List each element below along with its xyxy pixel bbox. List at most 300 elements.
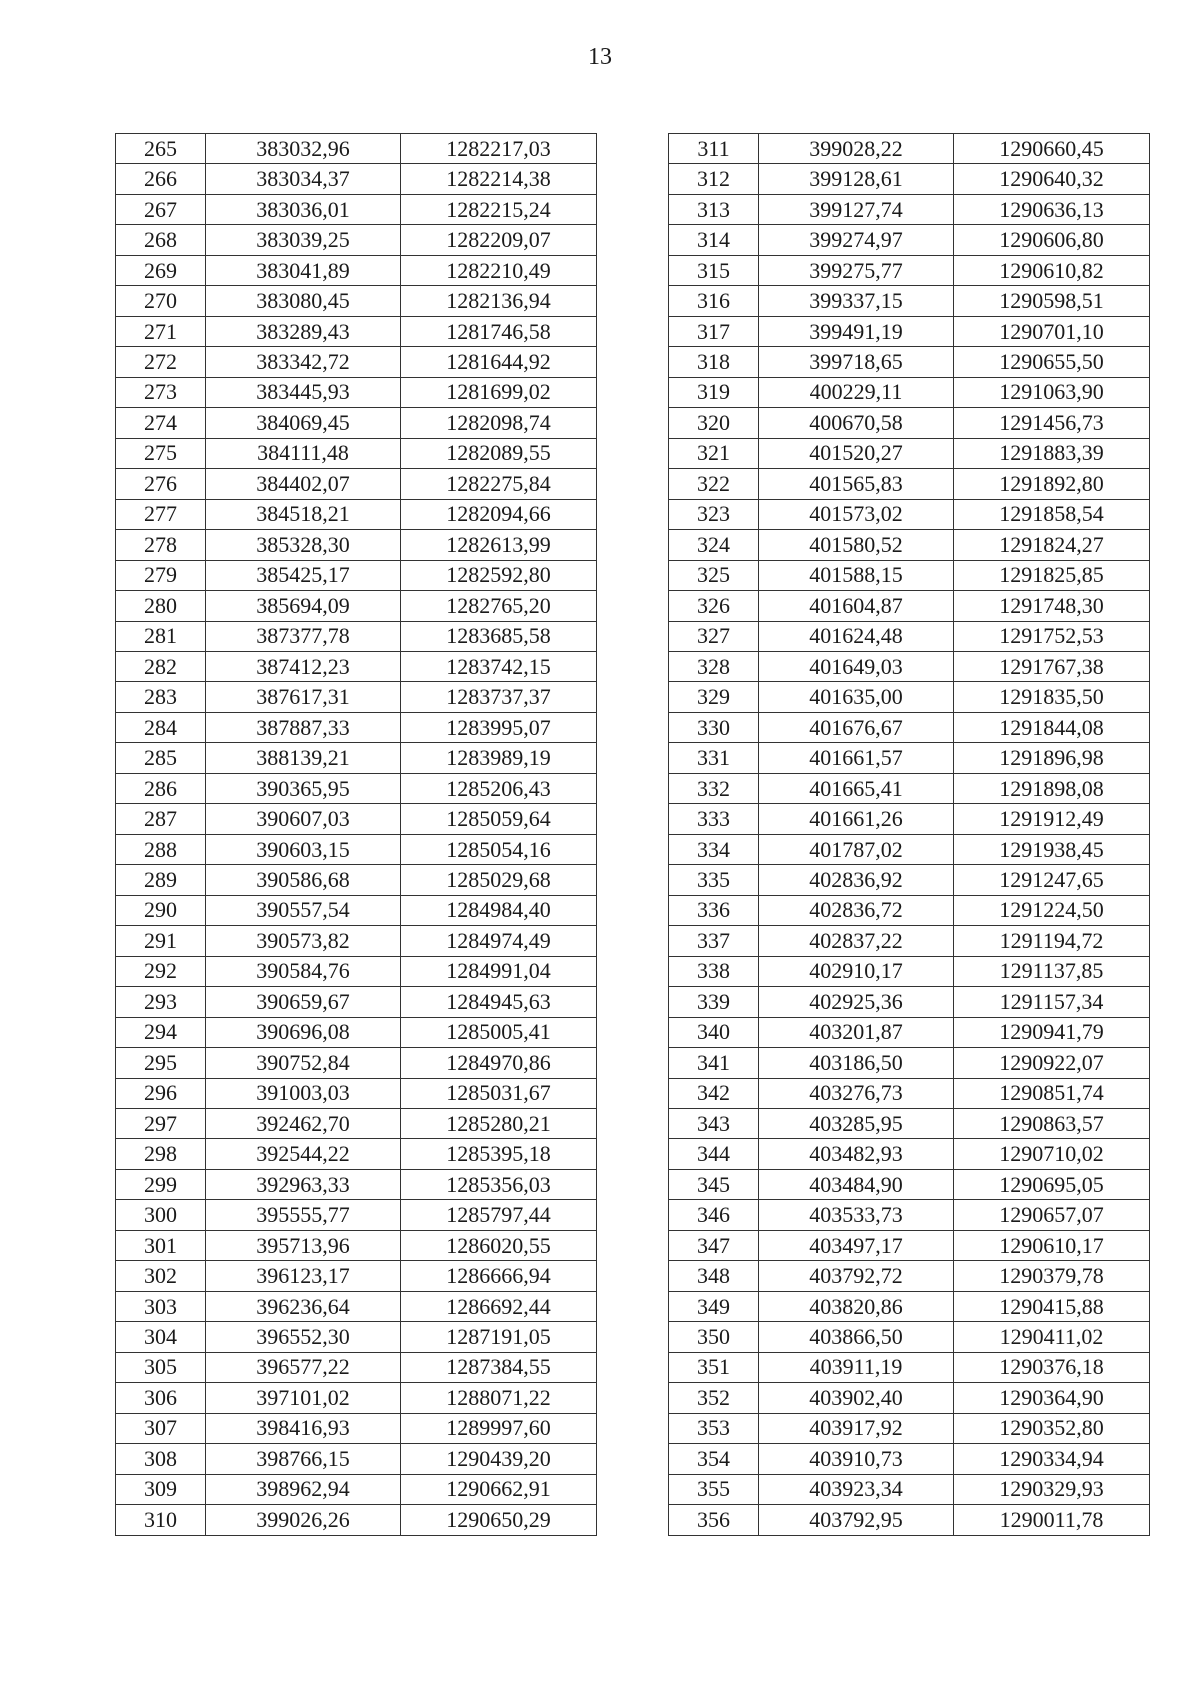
x-coordinate-cell: 401635,00 <box>759 682 954 712</box>
table-row <box>669 1352 1150 1382</box>
x-coordinate-cell: 402925,36 <box>759 987 954 1017</box>
point-number-cell: 324 <box>669 530 759 560</box>
point-number-cell: 292 <box>116 956 206 986</box>
table-row <box>116 743 597 773</box>
y-coordinate-cell: 1290379,78 <box>954 1261 1150 1291</box>
table-row <box>116 1078 597 1108</box>
table-row <box>669 560 1150 590</box>
y-coordinate-cell: 1282089,55 <box>401 438 597 468</box>
point-number-cell: 325 <box>669 560 759 590</box>
point-number-cell: 310 <box>116 1505 206 1535</box>
x-coordinate-cell: 403792,95 <box>759 1505 954 1535</box>
x-coordinate-cell: 397101,02 <box>206 1383 401 1413</box>
x-coordinate-cell: 392544,22 <box>206 1139 401 1169</box>
point-number-cell: 321 <box>669 438 759 468</box>
y-coordinate-cell: 1283742,15 <box>401 651 597 681</box>
point-number-cell: 340 <box>669 1017 759 1047</box>
table-row <box>669 895 1150 925</box>
table-row <box>116 712 597 742</box>
x-coordinate-cell: 399127,74 <box>759 194 954 224</box>
y-coordinate-cell: 1291892,80 <box>954 469 1150 499</box>
table-row <box>116 1261 597 1291</box>
table-row <box>669 377 1150 407</box>
y-coordinate-cell: 1281746,58 <box>401 316 597 346</box>
point-number-cell: 328 <box>669 651 759 681</box>
table-row <box>669 926 1150 956</box>
table-row <box>116 225 597 255</box>
table-row <box>116 1017 597 1047</box>
y-coordinate-cell: 1291858,54 <box>954 499 1150 529</box>
x-coordinate-cell: 384518,21 <box>206 499 401 529</box>
y-coordinate-cell: 1291767,38 <box>954 651 1150 681</box>
table-row <box>669 286 1150 316</box>
point-number-cell: 316 <box>669 286 759 316</box>
x-coordinate-cell: 383036,01 <box>206 194 401 224</box>
x-coordinate-cell: 403285,95 <box>759 1109 954 1139</box>
point-number-cell: 271 <box>116 316 206 346</box>
y-coordinate-cell: 1286666,94 <box>401 1261 597 1291</box>
point-number-cell: 279 <box>116 560 206 590</box>
x-coordinate-cell: 399337,15 <box>759 286 954 316</box>
table-row <box>669 1230 1150 1260</box>
point-number-cell: 280 <box>116 591 206 621</box>
y-coordinate-cell: 1291752,53 <box>954 621 1150 651</box>
point-number-cell: 339 <box>669 987 759 1017</box>
table-row <box>116 194 597 224</box>
point-number-cell: 348 <box>669 1261 759 1291</box>
y-coordinate-cell: 1285054,16 <box>401 834 597 864</box>
table-row <box>669 865 1150 895</box>
x-coordinate-cell: 403186,50 <box>759 1048 954 1078</box>
x-coordinate-cell: 387377,78 <box>206 621 401 651</box>
point-number-cell: 272 <box>116 347 206 377</box>
point-number-cell: 306 <box>116 1383 206 1413</box>
y-coordinate-cell: 1291938,45 <box>954 834 1150 864</box>
point-number-cell: 356 <box>669 1505 759 1535</box>
table-row <box>116 1322 597 1352</box>
point-number-cell: 320 <box>669 408 759 438</box>
table-row <box>669 1200 1150 1230</box>
table-row <box>669 804 1150 834</box>
x-coordinate-cell: 403533,73 <box>759 1200 954 1230</box>
point-number-cell: 347 <box>669 1230 759 1260</box>
y-coordinate-cell: 1291224,50 <box>954 895 1150 925</box>
y-coordinate-cell: 1290376,18 <box>954 1352 1150 1382</box>
y-coordinate-cell: 1290922,07 <box>954 1048 1150 1078</box>
table-row <box>116 682 597 712</box>
table-row <box>669 956 1150 986</box>
point-number-cell: 315 <box>669 255 759 285</box>
table-row <box>669 1474 1150 1504</box>
x-coordinate-cell: 383041,89 <box>206 255 401 285</box>
y-coordinate-cell: 1290701,10 <box>954 316 1150 346</box>
x-coordinate-cell: 383080,45 <box>206 286 401 316</box>
point-number-cell: 270 <box>116 286 206 316</box>
y-coordinate-cell: 1291825,85 <box>954 560 1150 590</box>
point-number-cell: 293 <box>116 987 206 1017</box>
y-coordinate-cell: 1282217,03 <box>401 134 597 164</box>
point-number-cell: 333 <box>669 804 759 834</box>
y-coordinate-cell: 1290650,29 <box>401 1505 597 1535</box>
table-row <box>116 408 597 438</box>
point-number-cell: 291 <box>116 926 206 956</box>
y-coordinate-cell: 1290657,07 <box>954 1200 1150 1230</box>
x-coordinate-cell: 392963,33 <box>206 1169 401 1199</box>
y-coordinate-cell: 1284945,63 <box>401 987 597 1017</box>
table-row <box>116 469 597 499</box>
point-number-cell: 277 <box>116 499 206 529</box>
x-coordinate-cell: 401661,57 <box>759 743 954 773</box>
x-coordinate-cell: 403820,86 <box>759 1291 954 1321</box>
point-number-cell: 299 <box>116 1169 206 1199</box>
y-coordinate-cell: 1290334,94 <box>954 1444 1150 1474</box>
point-number-cell: 355 <box>669 1474 759 1504</box>
x-coordinate-cell: 390573,82 <box>206 926 401 956</box>
x-coordinate-cell: 390584,76 <box>206 956 401 986</box>
table-row <box>116 255 597 285</box>
point-number-cell: 332 <box>669 773 759 803</box>
y-coordinate-cell: 1285059,64 <box>401 804 597 834</box>
table-row <box>669 316 1150 346</box>
point-number-cell: 286 <box>116 773 206 803</box>
x-coordinate-cell: 390659,67 <box>206 987 401 1017</box>
x-coordinate-cell: 401588,15 <box>759 560 954 590</box>
x-coordinate-cell: 401565,83 <box>759 469 954 499</box>
x-coordinate-cell: 403484,90 <box>759 1169 954 1199</box>
x-coordinate-cell: 387412,23 <box>206 651 401 681</box>
table-row <box>116 438 597 468</box>
point-number-cell: 346 <box>669 1200 759 1230</box>
y-coordinate-cell: 1291835,50 <box>954 682 1150 712</box>
x-coordinate-cell: 400670,58 <box>759 408 954 438</box>
point-number-cell: 266 <box>116 164 206 194</box>
table-row <box>116 956 597 986</box>
x-coordinate-cell: 385694,09 <box>206 591 401 621</box>
point-number-cell: 282 <box>116 651 206 681</box>
point-number-cell: 283 <box>116 682 206 712</box>
x-coordinate-cell: 383289,43 <box>206 316 401 346</box>
table-row <box>669 1048 1150 1078</box>
point-number-cell: 265 <box>116 134 206 164</box>
x-coordinate-cell: 383032,96 <box>206 134 401 164</box>
x-coordinate-cell: 401676,67 <box>759 712 954 742</box>
y-coordinate-cell: 1290851,74 <box>954 1078 1150 1108</box>
x-coordinate-cell: 403866,50 <box>759 1322 954 1352</box>
x-coordinate-cell: 401661,26 <box>759 804 954 834</box>
y-coordinate-cell: 1282592,80 <box>401 560 597 590</box>
table-row <box>669 1322 1150 1352</box>
y-coordinate-cell: 1282209,07 <box>401 225 597 255</box>
x-coordinate-cell: 399026,26 <box>206 1505 401 1535</box>
table-row <box>116 1444 597 1474</box>
point-number-cell: 295 <box>116 1048 206 1078</box>
table-row <box>669 651 1150 681</box>
y-coordinate-cell: 1291898,08 <box>954 773 1150 803</box>
y-coordinate-cell: 1290598,51 <box>954 286 1150 316</box>
y-coordinate-cell: 1290329,93 <box>954 1474 1150 1504</box>
point-number-cell: 278 <box>116 530 206 560</box>
table-row <box>116 804 597 834</box>
table-row <box>116 621 597 651</box>
y-coordinate-cell: 1290352,80 <box>954 1413 1150 1443</box>
page-number: 13 <box>588 44 612 70</box>
table-row <box>116 1169 597 1199</box>
table-row <box>116 1139 597 1169</box>
point-number-cell: 313 <box>669 194 759 224</box>
point-number-cell: 294 <box>116 1017 206 1047</box>
y-coordinate-cell: 1290662,91 <box>401 1474 597 1504</box>
point-number-cell: 350 <box>669 1322 759 1352</box>
y-coordinate-cell: 1285031,67 <box>401 1078 597 1108</box>
table-row <box>669 1139 1150 1169</box>
x-coordinate-cell: 384402,07 <box>206 469 401 499</box>
point-number-cell: 307 <box>116 1413 206 1443</box>
y-coordinate-cell: 1290863,57 <box>954 1109 1150 1139</box>
x-coordinate-cell: 401604,87 <box>759 591 954 621</box>
x-coordinate-cell: 395713,96 <box>206 1230 401 1260</box>
y-coordinate-cell: 1283995,07 <box>401 712 597 742</box>
y-coordinate-cell: 1285206,43 <box>401 773 597 803</box>
x-coordinate-cell: 390557,54 <box>206 895 401 925</box>
y-coordinate-cell: 1290636,13 <box>954 194 1150 224</box>
y-coordinate-cell: 1285395,18 <box>401 1139 597 1169</box>
point-number-cell: 353 <box>669 1413 759 1443</box>
x-coordinate-cell: 398416,93 <box>206 1413 401 1443</box>
point-number-cell: 337 <box>669 926 759 956</box>
x-coordinate-cell: 401665,41 <box>759 773 954 803</box>
x-coordinate-cell: 401649,03 <box>759 651 954 681</box>
point-number-cell: 326 <box>669 591 759 621</box>
table-row <box>669 1109 1150 1139</box>
x-coordinate-cell: 392462,70 <box>206 1109 401 1139</box>
point-number-cell: 274 <box>116 408 206 438</box>
y-coordinate-cell: 1291456,73 <box>954 408 1150 438</box>
table-row <box>116 377 597 407</box>
x-coordinate-cell: 403917,92 <box>759 1413 954 1443</box>
table-row <box>669 591 1150 621</box>
point-number-cell: 319 <box>669 377 759 407</box>
point-number-cell: 268 <box>116 225 206 255</box>
table-row <box>669 469 1150 499</box>
x-coordinate-cell: 402836,92 <box>759 865 954 895</box>
y-coordinate-cell: 1290610,17 <box>954 1230 1150 1260</box>
y-coordinate-cell: 1291844,08 <box>954 712 1150 742</box>
table-row <box>116 834 597 864</box>
y-coordinate-cell: 1282136,94 <box>401 286 597 316</box>
point-number-cell: 343 <box>669 1109 759 1139</box>
y-coordinate-cell: 1284974,49 <box>401 926 597 956</box>
y-coordinate-cell: 1281699,02 <box>401 377 597 407</box>
table-row <box>116 591 597 621</box>
x-coordinate-cell: 403911,19 <box>759 1352 954 1382</box>
x-coordinate-cell: 385425,17 <box>206 560 401 590</box>
y-coordinate-cell: 1285029,68 <box>401 865 597 895</box>
x-coordinate-cell: 399275,77 <box>759 255 954 285</box>
point-number-cell: 289 <box>116 865 206 895</box>
table-row <box>669 194 1150 224</box>
y-coordinate-cell: 1291883,39 <box>954 438 1150 468</box>
x-coordinate-cell: 384111,48 <box>206 438 401 468</box>
x-coordinate-cell: 403792,72 <box>759 1261 954 1291</box>
table-row <box>116 164 597 194</box>
point-number-cell: 297 <box>116 1109 206 1139</box>
y-coordinate-cell: 1286692,44 <box>401 1291 597 1321</box>
table-row <box>669 1383 1150 1413</box>
x-coordinate-cell: 388139,21 <box>206 743 401 773</box>
x-coordinate-cell: 391003,03 <box>206 1078 401 1108</box>
y-coordinate-cell: 1290610,82 <box>954 255 1150 285</box>
table-row <box>116 1505 597 1535</box>
x-coordinate-cell: 390365,95 <box>206 773 401 803</box>
point-number-cell: 352 <box>669 1383 759 1413</box>
x-coordinate-cell: 403482,93 <box>759 1139 954 1169</box>
x-coordinate-cell: 396123,17 <box>206 1261 401 1291</box>
point-number-cell: 349 <box>669 1291 759 1321</box>
point-number-cell: 318 <box>669 347 759 377</box>
point-number-cell: 275 <box>116 438 206 468</box>
point-number-cell: 351 <box>669 1352 759 1382</box>
x-coordinate-cell: 384069,45 <box>206 408 401 438</box>
x-coordinate-cell: 399274,97 <box>759 225 954 255</box>
table-row <box>116 865 597 895</box>
y-coordinate-cell: 1284984,40 <box>401 895 597 925</box>
point-number-cell: 296 <box>116 1078 206 1108</box>
point-number-cell: 344 <box>669 1139 759 1169</box>
point-number-cell: 308 <box>116 1444 206 1474</box>
x-coordinate-cell: 401624,48 <box>759 621 954 651</box>
point-number-cell: 314 <box>669 225 759 255</box>
x-coordinate-cell: 403497,17 <box>759 1230 954 1260</box>
point-number-cell: 284 <box>116 712 206 742</box>
y-coordinate-cell: 1282214,38 <box>401 164 597 194</box>
point-number-cell: 302 <box>116 1261 206 1291</box>
table-row <box>116 1413 597 1443</box>
point-number-cell: 345 <box>669 1169 759 1199</box>
table-row <box>669 225 1150 255</box>
point-number-cell: 273 <box>116 377 206 407</box>
y-coordinate-cell: 1290364,90 <box>954 1383 1150 1413</box>
table-row <box>669 164 1150 194</box>
table-row <box>669 1291 1150 1321</box>
y-coordinate-cell: 1282215,24 <box>401 194 597 224</box>
point-number-cell: 317 <box>669 316 759 346</box>
point-number-cell: 276 <box>116 469 206 499</box>
point-number-cell: 338 <box>669 956 759 986</box>
x-coordinate-cell: 385328,30 <box>206 530 401 560</box>
point-number-cell: 354 <box>669 1444 759 1474</box>
table-row <box>669 1169 1150 1199</box>
table-row <box>116 499 597 529</box>
y-coordinate-cell: 1281644,92 <box>401 347 597 377</box>
x-coordinate-cell: 383342,72 <box>206 347 401 377</box>
y-coordinate-cell: 1285005,41 <box>401 1017 597 1047</box>
point-number-cell: 312 <box>669 164 759 194</box>
table-row <box>669 834 1150 864</box>
table-row <box>669 987 1150 1017</box>
y-coordinate-cell: 1290439,20 <box>401 1444 597 1474</box>
point-number-cell: 269 <box>116 255 206 285</box>
table-row <box>116 1291 597 1321</box>
y-coordinate-cell: 1286020,55 <box>401 1230 597 1260</box>
y-coordinate-cell: 1291247,65 <box>954 865 1150 895</box>
table-row <box>116 1352 597 1382</box>
x-coordinate-cell: 402837,22 <box>759 926 954 956</box>
point-number-cell: 301 <box>116 1230 206 1260</box>
y-coordinate-cell: 1283685,58 <box>401 621 597 651</box>
x-coordinate-cell: 387887,33 <box>206 712 401 742</box>
table-row <box>116 286 597 316</box>
x-coordinate-cell: 401573,02 <box>759 499 954 529</box>
point-number-cell: 288 <box>116 834 206 864</box>
x-coordinate-cell: 390696,08 <box>206 1017 401 1047</box>
table-row <box>669 134 1150 164</box>
x-coordinate-cell: 399491,19 <box>759 316 954 346</box>
x-coordinate-cell: 399718,65 <box>759 347 954 377</box>
x-coordinate-cell: 390607,03 <box>206 804 401 834</box>
point-number-cell: 331 <box>669 743 759 773</box>
table-row <box>669 1078 1150 1108</box>
x-coordinate-cell: 403923,34 <box>759 1474 954 1504</box>
table-row <box>669 1444 1150 1474</box>
x-coordinate-cell: 387617,31 <box>206 682 401 712</box>
x-coordinate-cell: 390603,15 <box>206 834 401 864</box>
coordinates-table-right <box>668 133 1150 1536</box>
x-coordinate-cell: 396236,64 <box>206 1291 401 1321</box>
y-coordinate-cell: 1289997,60 <box>401 1413 597 1443</box>
table-row <box>669 438 1150 468</box>
coordinates-table-left <box>115 133 597 1536</box>
x-coordinate-cell: 403276,73 <box>759 1078 954 1108</box>
table-row <box>116 1383 597 1413</box>
table-row <box>669 773 1150 803</box>
y-coordinate-cell: 1290660,45 <box>954 134 1150 164</box>
y-coordinate-cell: 1282275,84 <box>401 469 597 499</box>
table-row <box>669 499 1150 529</box>
table-row <box>116 316 597 346</box>
x-coordinate-cell: 396577,22 <box>206 1352 401 1382</box>
x-coordinate-cell: 383039,25 <box>206 225 401 255</box>
x-coordinate-cell: 402836,72 <box>759 895 954 925</box>
x-coordinate-cell: 383034,37 <box>206 164 401 194</box>
point-number-cell: 311 <box>669 134 759 164</box>
table-row <box>116 134 597 164</box>
y-coordinate-cell: 1283737,37 <box>401 682 597 712</box>
point-number-cell: 327 <box>669 621 759 651</box>
point-number-cell: 290 <box>116 895 206 925</box>
y-coordinate-cell: 1290011,78 <box>954 1505 1150 1535</box>
point-number-cell: 300 <box>116 1200 206 1230</box>
point-number-cell: 287 <box>116 804 206 834</box>
y-coordinate-cell: 1290640,32 <box>954 164 1150 194</box>
y-coordinate-cell: 1282613,99 <box>401 530 597 560</box>
point-number-cell: 336 <box>669 895 759 925</box>
point-number-cell: 304 <box>116 1322 206 1352</box>
y-coordinate-cell: 1288071,22 <box>401 1383 597 1413</box>
x-coordinate-cell: 390752,84 <box>206 1048 401 1078</box>
y-coordinate-cell: 1290606,80 <box>954 225 1150 255</box>
x-coordinate-cell: 401580,52 <box>759 530 954 560</box>
x-coordinate-cell: 390586,68 <box>206 865 401 895</box>
x-coordinate-cell: 402910,17 <box>759 956 954 986</box>
point-number-cell: 305 <box>116 1352 206 1382</box>
table-row <box>116 1200 597 1230</box>
point-number-cell: 341 <box>669 1048 759 1078</box>
point-number-cell: 342 <box>669 1078 759 1108</box>
y-coordinate-cell: 1290411,02 <box>954 1322 1150 1352</box>
y-coordinate-cell: 1290695,05 <box>954 1169 1150 1199</box>
point-number-cell: 281 <box>116 621 206 651</box>
y-coordinate-cell: 1291748,30 <box>954 591 1150 621</box>
